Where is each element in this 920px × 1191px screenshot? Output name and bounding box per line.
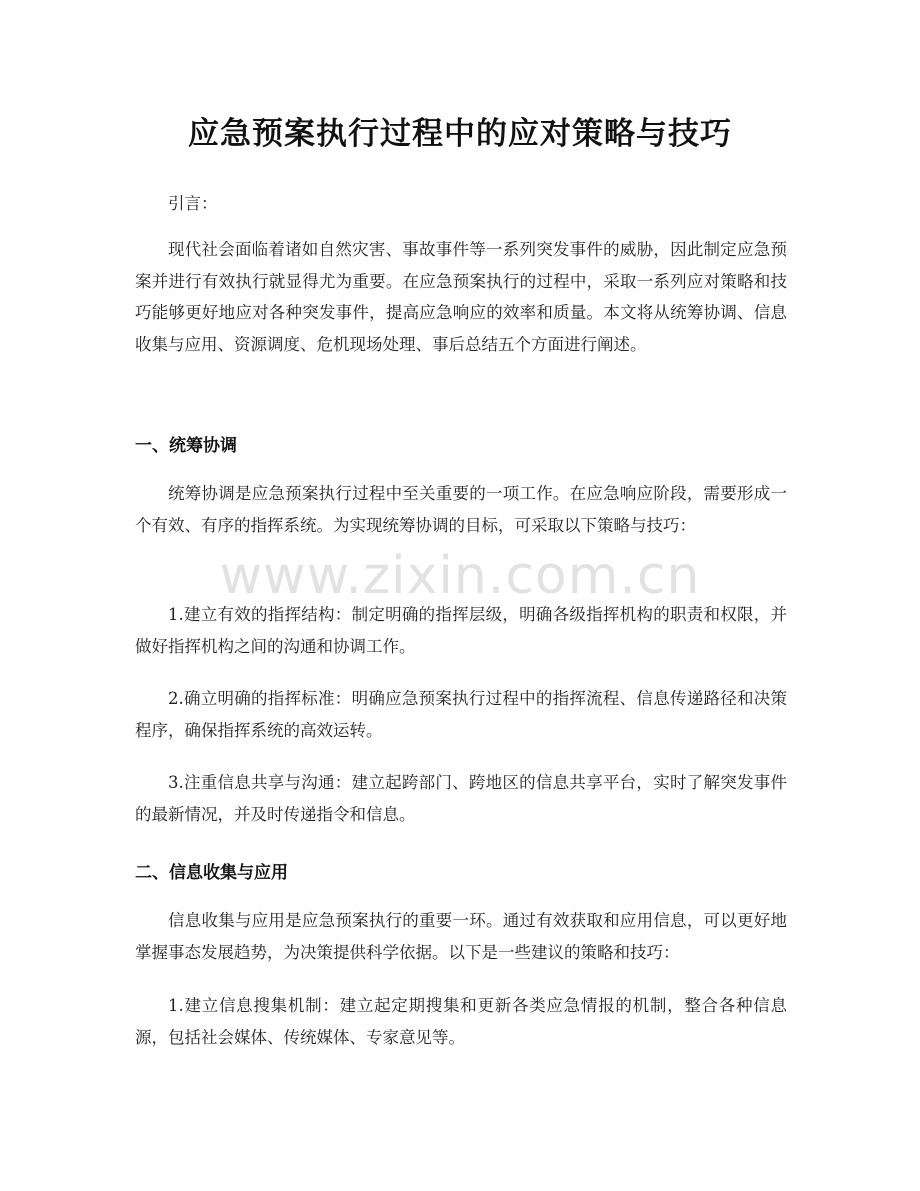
intro-paragraph: 现代社会面临着诸如自然灾害、事故事件等一系列突发事件的威胁，因此制定应急预案并进行有效执行就显得尤为重要。在应急预案执行的过程中，采取一系列应对策略和技巧能够更好地应对各种突发事件，提高应急响应的效率和质量。本文将从统筹协调、信息收集与应用、资源调度、危机现场处理、事后总结五个方面进行阐述。 (135, 240, 787, 354)
section2-intro-paragraph: 信息收集与应用是应急预案执行的重要一环。通过有效获取和应用信息，可以更好地掌握事态发展趋势，为决策提供科学依据。以下是一些建议的策略和技巧： (135, 911, 787, 962)
section1-item-3: 3.注重信息共享与沟通：建立起跨部门、跨地区的信息共享平台，实时了解突发事件的最新情况，并及时传递指令和信息。 (135, 773, 787, 824)
section1-item-1: 1.建立有效的指挥结构：制定明确的指挥层级，明确各级指挥机构的职责和权限，并做好指挥机构之间的沟通和协调工作。 (135, 605, 787, 656)
section1-intro-paragraph: 统筹协调是应急预案执行过程中至关重要的一项工作。在应急响应阶段，需要形成一个有效、有序的指挥系统。为实现统筹协调的目标，可采取以下策略与技巧： (135, 484, 787, 535)
intro-label: 引言： (168, 194, 218, 213)
section2-item-1: 1.建立信息搜集机制：建立起定期搜集和更新各类应急情报的机制，整合各种信息源，包括社会媒体、传统媒体、专家意见等。 (135, 996, 787, 1047)
document-title: 应急预案执行过程中的应对策略与技巧 (188, 116, 732, 152)
section2-heading: 二、信息收集与应用 (135, 863, 288, 883)
watermark-text: www.zixin.com.cn (219, 546, 701, 606)
section1-item-2: 2.确立明确的指挥标准：明确应急预案执行过程中的指挥流程、信息传递路径和决策程序，确保指挥系统的高效运转。 (135, 689, 787, 740)
section1-heading: 一、统筹协调 (135, 436, 237, 456)
